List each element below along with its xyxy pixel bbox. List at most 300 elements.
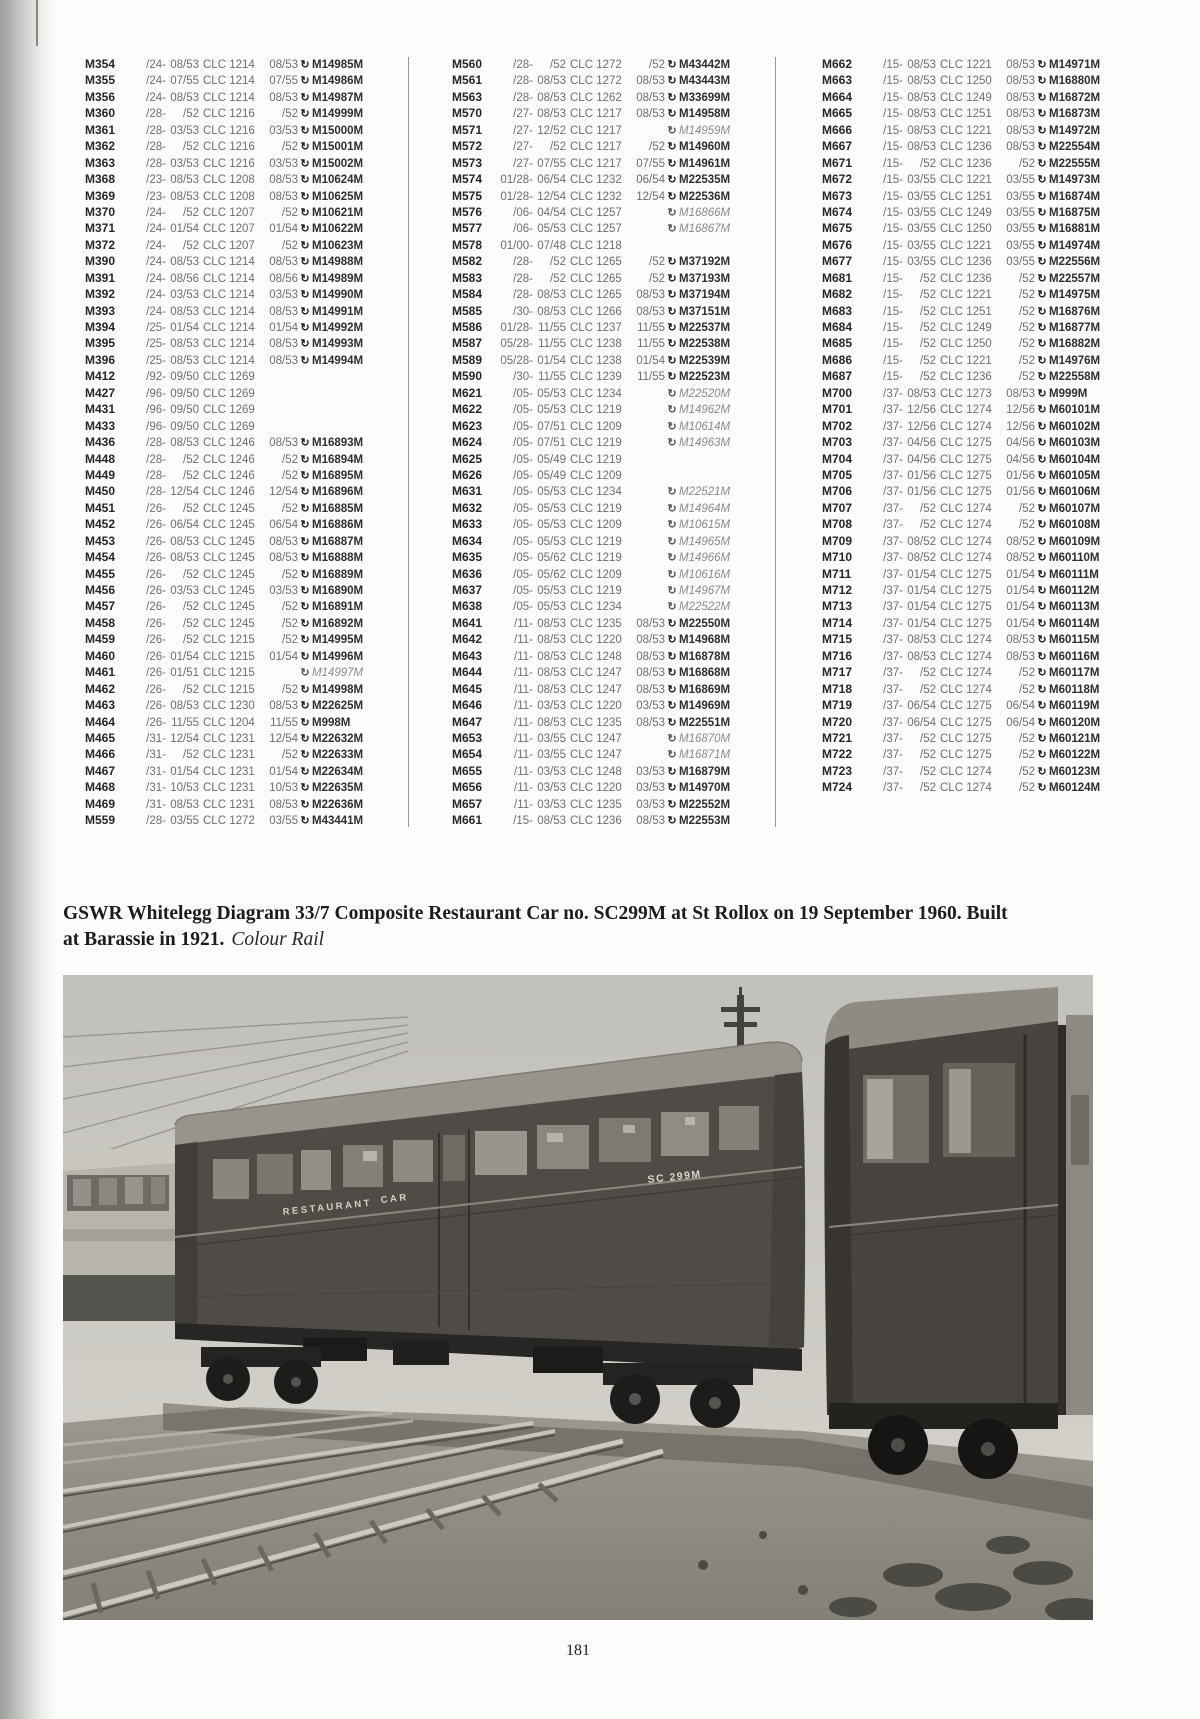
renumbered-to: M16882M xyxy=(1049,338,1101,351)
renumber-cell xyxy=(998,633,1100,646)
renumbered-to: M14998M xyxy=(312,683,364,696)
renumbered-to: M14995M xyxy=(312,634,364,647)
roster-row xyxy=(85,698,365,714)
renumber-cell xyxy=(628,502,730,515)
renumbered-to: M22522M xyxy=(679,601,731,614)
renumbered-to: M16888M xyxy=(312,552,364,565)
withdrawn-date: 08/53 xyxy=(537,815,566,828)
car-number: M464 xyxy=(85,714,116,729)
built-date: /24- xyxy=(146,91,166,104)
renumber-arrow-icon: ↻ xyxy=(1037,453,1047,466)
renumber-cell xyxy=(998,140,1100,153)
built-date: 01/28- xyxy=(500,190,533,203)
renumbered-to: M16887M xyxy=(312,535,364,548)
car-number: M666 xyxy=(822,122,853,137)
built-date: /37- xyxy=(883,617,903,630)
built-date: /27- xyxy=(513,157,533,170)
car-number: M391 xyxy=(85,270,116,285)
built-date: /96- xyxy=(146,420,166,433)
renumber-arrow-icon: ↻ xyxy=(1037,650,1047,663)
renumber-date: 01/54 xyxy=(1006,585,1035,597)
roster-row xyxy=(822,715,1102,731)
renumbered-to: M16891M xyxy=(312,601,364,614)
car-number: M467 xyxy=(85,763,116,778)
withdrawn-date: 03/55 xyxy=(907,256,936,269)
carriage-roster-table xyxy=(0,57,1200,832)
built-withdrawn-date xyxy=(129,585,199,597)
renumber-date: /52 xyxy=(649,256,665,269)
built-withdrawn-date xyxy=(866,191,936,203)
car-number: M635 xyxy=(452,550,483,565)
car-number: M712 xyxy=(822,583,853,597)
lot-number: CLC 1275 xyxy=(940,437,992,450)
renumber-arrow-icon: ↻ xyxy=(1037,157,1047,170)
withdrawn-date: 04/56 xyxy=(907,437,936,450)
renumbered-to: M60118M xyxy=(1049,683,1100,696)
withdrawn-date: 09/50 xyxy=(170,371,199,384)
built-date: /24- xyxy=(146,206,166,219)
built-date: /28- xyxy=(513,256,533,269)
lot-number: CLC 1251 xyxy=(940,305,992,318)
renumber-cell xyxy=(261,617,363,630)
renumber-cell xyxy=(628,535,730,548)
photo-illustration xyxy=(63,975,1093,1620)
car-number: M682 xyxy=(822,287,853,302)
car-number: M646 xyxy=(452,698,483,713)
car-number: M590 xyxy=(452,369,483,384)
car-number: M455 xyxy=(85,566,116,581)
renumbered-to: M15000M xyxy=(312,124,364,137)
car-number: M468 xyxy=(85,780,116,795)
roster-row xyxy=(822,57,1102,73)
renumber-arrow-icon: ↻ xyxy=(667,815,677,828)
built-withdrawn-date xyxy=(129,125,199,137)
built-withdrawn-date xyxy=(496,306,566,318)
renumber-arrow-icon: ↻ xyxy=(300,59,310,71)
lot-number: CLC 1215 xyxy=(203,667,255,680)
lot-number: CLC 1214 xyxy=(203,338,255,351)
roster-row xyxy=(452,501,732,517)
roster-row xyxy=(822,567,1102,583)
lot-number: CLC 1247 xyxy=(570,732,622,745)
built-date: /37- xyxy=(883,585,903,597)
renumbered-to: M14959M xyxy=(679,124,731,137)
renumbered-to: M60108M xyxy=(1049,519,1101,532)
car-number: M448 xyxy=(85,451,116,466)
renumber-cell xyxy=(261,305,363,318)
renumbered-to: M22555M xyxy=(1049,157,1101,170)
renumber-arrow-icon: ↻ xyxy=(667,174,677,187)
car-number: M360 xyxy=(85,106,116,121)
renumber-date: 08/53 xyxy=(269,256,298,269)
built-date: /15- xyxy=(883,59,903,71)
renumber-arrow-icon: ↻ xyxy=(667,387,677,400)
renumber-arrow-icon: ↻ xyxy=(1037,371,1047,384)
roster-row xyxy=(85,353,365,369)
renumber-cell xyxy=(628,190,730,203)
renumber-date: /52 xyxy=(1019,338,1035,351)
car-number: M362 xyxy=(85,139,116,154)
renumber-date: 06/54 xyxy=(636,174,665,187)
built-date: /28- xyxy=(146,124,166,137)
car-number: M559 xyxy=(85,813,116,828)
built-date: /11- xyxy=(514,732,533,745)
renumber-arrow-icon: ↻ xyxy=(300,667,310,680)
lot-number: CLC 1250 xyxy=(940,223,992,236)
roster-row xyxy=(822,435,1102,451)
built-date: /05- xyxy=(513,568,533,581)
built-withdrawn-date xyxy=(496,684,566,696)
car-number: M703 xyxy=(822,435,853,450)
built-withdrawn-date xyxy=(866,503,936,515)
renumber-arrow-icon: ↻ xyxy=(300,716,310,729)
withdrawn-date: /52 xyxy=(183,108,199,121)
built-date: /37- xyxy=(883,535,903,548)
renumbered-to: M14976M xyxy=(1049,354,1101,367)
lot-number: CLC 1246 xyxy=(203,453,255,466)
withdrawn-date: 12/56 xyxy=(907,420,936,433)
renumbered-to: M14970M xyxy=(679,782,731,795)
renumber-arrow-icon: ↻ xyxy=(300,272,310,285)
built-withdrawn-date xyxy=(496,125,566,137)
built-date: /11- xyxy=(514,716,533,729)
built-date: /26- xyxy=(146,683,166,696)
roster-row xyxy=(85,550,365,566)
roster-row xyxy=(85,484,365,500)
withdrawn-date: 08/53 xyxy=(907,387,936,400)
renumbered-to: M14987M xyxy=(312,91,364,104)
car-number: M469 xyxy=(85,796,116,811)
lot-number: CLC 1265 xyxy=(570,256,622,269)
withdrawn-date: 03/55 xyxy=(170,815,199,828)
built-withdrawn-date xyxy=(129,700,199,712)
withdrawn-date: 07/51 xyxy=(537,420,566,433)
car-number: M724 xyxy=(822,780,853,795)
renumber-arrow-icon: ↻ xyxy=(1037,617,1047,630)
renumber-cell xyxy=(628,403,730,416)
renumbered-to: M10623M xyxy=(312,239,364,252)
built-date: /05- xyxy=(513,387,533,400)
roster-row xyxy=(85,764,365,780)
car-number: M356 xyxy=(85,89,116,104)
roster-row xyxy=(85,435,365,451)
withdrawn-date: 12/54 xyxy=(170,732,199,745)
withdrawn-date: 08/53 xyxy=(537,75,566,88)
renumber-date: 08/53 xyxy=(636,305,665,318)
renumber-cell xyxy=(628,140,730,153)
withdrawn-date: /52 xyxy=(920,322,936,334)
renumber-date: 08/53 xyxy=(1006,91,1035,104)
renumber-cell xyxy=(998,666,1100,679)
renumbered-to: M60103M xyxy=(1049,437,1101,450)
lot-number: CLC 1250 xyxy=(940,75,992,88)
built-date: /23- xyxy=(146,174,166,187)
roster-row xyxy=(452,287,732,303)
built-withdrawn-date xyxy=(496,717,566,729)
roster-row xyxy=(85,386,365,402)
renumbered-to: M10615M xyxy=(679,519,731,532)
renumber-date: /52 xyxy=(1019,502,1035,515)
renumber-cell xyxy=(261,91,363,104)
renumber-cell xyxy=(261,732,363,745)
withdrawn-date: 09/50 xyxy=(170,420,199,433)
renumber-arrow-icon: ↻ xyxy=(1037,667,1047,680)
built-date: /15- xyxy=(883,305,903,318)
lot-number: CLC 1248 xyxy=(570,765,622,778)
renumber-cell xyxy=(261,173,363,186)
renumber-date: 08/53 xyxy=(636,91,665,104)
car-number: M723 xyxy=(822,763,853,778)
renumbered-to: M22635M xyxy=(312,782,364,795)
lot-number: CLC 1275 xyxy=(940,601,992,614)
lot-number: CLC 1249 xyxy=(940,91,992,104)
renumber-date: 06/54 xyxy=(1006,716,1035,729)
renumbered-to: M60124M xyxy=(1049,782,1101,795)
withdrawn-date: 08/53 xyxy=(170,190,199,203)
renumber-date: 08/53 xyxy=(269,91,298,104)
roster-row xyxy=(822,632,1102,648)
train-photograph xyxy=(63,975,1093,1620)
roster-row xyxy=(85,336,365,352)
built-date: /37- xyxy=(883,683,903,696)
renumber-cell xyxy=(261,716,350,729)
built-withdrawn-date xyxy=(496,141,566,153)
built-date: /15- xyxy=(883,354,903,367)
lot-number: CLC 1214 xyxy=(203,354,255,367)
built-date: /37- xyxy=(883,437,903,450)
renumber-date: 06/54 xyxy=(269,519,298,532)
renumber-date: /52 xyxy=(282,206,298,219)
lot-number: CLC 1235 xyxy=(570,617,622,630)
built-date: /11- xyxy=(514,667,533,680)
built-date: /28- xyxy=(146,437,166,450)
lot-number: CLC 1245 xyxy=(203,552,255,565)
withdrawn-date: 08/53 xyxy=(170,174,199,187)
renumber-date: /52 xyxy=(1019,305,1035,318)
renumber-cell xyxy=(261,239,363,252)
renumbered-to: M60110M xyxy=(1049,552,1100,565)
renumbered-to: M14960M xyxy=(679,141,731,154)
renumbered-to: M10614M xyxy=(679,420,731,433)
renumber-cell xyxy=(261,74,363,87)
lot-number: CLC 1231 xyxy=(203,782,255,795)
renumber-arrow-icon: ↻ xyxy=(300,190,310,203)
lot-number: CLC 1269 xyxy=(203,371,255,384)
built-date: /37- xyxy=(883,486,903,499)
renumber-cell xyxy=(998,568,1099,581)
renumber-cell xyxy=(628,255,730,268)
renumber-cell xyxy=(998,239,1100,252)
car-number: M654 xyxy=(452,747,483,762)
roster-row xyxy=(452,254,732,270)
roster-row xyxy=(822,517,1102,533)
withdrawn-date: 08/53 xyxy=(170,91,199,104)
renumbered-to: M16889M xyxy=(312,568,364,581)
renumbered-to: M16866M xyxy=(679,206,731,219)
built-date: 05/28- xyxy=(500,354,533,367)
withdrawn-date: /52 xyxy=(550,272,566,285)
car-number: M631 xyxy=(452,484,483,499)
renumber-cell xyxy=(998,288,1100,301)
renumber-cell xyxy=(628,222,730,235)
built-withdrawn-date xyxy=(129,388,199,400)
withdrawn-date: 01/54 xyxy=(170,223,199,236)
lot-number: CLC 1214 xyxy=(203,256,255,269)
built-date: /27- xyxy=(513,141,533,154)
renumbered-to: M14969M xyxy=(679,700,731,713)
renumber-arrow-icon: ↻ xyxy=(300,535,310,548)
renumber-arrow-icon: ↻ xyxy=(1037,239,1047,252)
renumbered-to: M16880M xyxy=(1049,75,1101,88)
built-date: /28- xyxy=(513,75,533,88)
renumber-cell xyxy=(261,666,363,679)
lot-number: CLC 1257 xyxy=(570,206,622,219)
lot-number: CLC 1235 xyxy=(570,798,622,811)
roster-row xyxy=(85,715,365,731)
built-date: /15- xyxy=(883,108,903,121)
withdrawn-date: 10/53 xyxy=(170,782,199,795)
renumber-date: 08/53 xyxy=(269,305,298,318)
lot-number: CLC 1209 xyxy=(570,420,622,433)
lot-number: CLC 1217 xyxy=(570,157,622,170)
renumber-cell xyxy=(628,74,730,87)
renumber-cell xyxy=(261,222,363,235)
built-withdrawn-date xyxy=(129,618,199,630)
built-withdrawn-date xyxy=(496,569,566,581)
built-withdrawn-date xyxy=(866,667,936,679)
photo-credit: Colour Rail xyxy=(231,929,325,950)
built-withdrawn-date xyxy=(129,256,199,268)
renumber-arrow-icon: ↻ xyxy=(1037,124,1047,137)
renumber-arrow-icon: ↻ xyxy=(667,289,677,302)
built-withdrawn-date xyxy=(866,289,936,301)
renumbered-to: M60119M xyxy=(1049,700,1100,713)
renumber-cell xyxy=(628,58,730,71)
built-date: /37- xyxy=(883,469,903,482)
roster-row xyxy=(85,254,365,270)
renumber-arrow-icon: ↻ xyxy=(1037,782,1047,795)
renumber-cell xyxy=(998,716,1100,729)
car-number: M707 xyxy=(822,500,853,515)
lot-number: CLC 1209 xyxy=(570,469,622,482)
renumber-cell xyxy=(628,699,730,712)
built-withdrawn-date xyxy=(496,191,566,203)
lot-number: CLC 1245 xyxy=(203,519,255,532)
renumber-arrow-icon: ↻ xyxy=(667,108,677,121)
lot-number: CLC 1274 xyxy=(940,667,992,680)
renumber-arrow-icon: ↻ xyxy=(300,141,310,154)
column-divider xyxy=(775,57,776,827)
renumber-arrow-icon: ↻ xyxy=(667,59,677,71)
lot-number: CLC 1245 xyxy=(203,585,255,597)
withdrawn-date: 08/53 xyxy=(537,617,566,630)
built-withdrawn-date xyxy=(129,486,199,498)
car-number: M657 xyxy=(452,796,483,811)
built-withdrawn-date xyxy=(129,437,199,449)
built-date: /05- xyxy=(513,404,533,417)
renumbered-to: M60123M xyxy=(1049,765,1101,778)
built-date: /05- xyxy=(513,437,533,450)
lot-number: CLC 1214 xyxy=(203,91,255,104)
car-number: M465 xyxy=(85,730,116,745)
roster-row xyxy=(822,172,1102,188)
lot-number: CLC 1257 xyxy=(570,223,622,236)
renumber-date: 01/54 xyxy=(269,322,298,334)
renumber-arrow-icon: ↻ xyxy=(1037,322,1047,334)
roster-row xyxy=(822,419,1102,435)
renumbered-to: M22535M xyxy=(679,174,731,187)
built-date: /31- xyxy=(146,732,166,745)
renumbered-to: M60106M xyxy=(1049,486,1101,499)
roster-row xyxy=(452,731,732,747)
lot-number: CLC 1275 xyxy=(940,469,992,482)
withdrawn-date: 03/53 xyxy=(537,700,566,713)
renumber-arrow-icon: ↻ xyxy=(667,519,677,532)
lot-number: CLC 1217 xyxy=(570,124,622,137)
car-number: M456 xyxy=(85,583,116,597)
renumber-cell xyxy=(998,124,1100,137)
lot-number: CLC 1216 xyxy=(203,108,255,121)
car-number: M711 xyxy=(822,566,852,581)
built-withdrawn-date xyxy=(129,404,199,416)
withdrawn-date: 03/53 xyxy=(170,289,199,302)
renumber-cell xyxy=(261,650,363,663)
renumber-arrow-icon: ↻ xyxy=(300,765,310,778)
renumbered-to: M16870M xyxy=(679,732,731,745)
renumber-arrow-icon: ↻ xyxy=(1037,519,1047,532)
built-withdrawn-date xyxy=(866,371,936,383)
roster-row xyxy=(452,369,732,385)
withdrawn-date: 08/53 xyxy=(537,305,566,318)
roster-row xyxy=(452,534,732,550)
withdrawn-date: /52 xyxy=(920,782,936,795)
withdrawn-date: 03/53 xyxy=(537,798,566,811)
lot-number: CLC 1273 xyxy=(940,387,992,400)
roster-row xyxy=(822,731,1102,747)
renumbered-to: M60120M xyxy=(1049,716,1101,729)
built-date: /15- xyxy=(883,289,903,302)
renumber-cell xyxy=(628,370,730,383)
built-withdrawn-date xyxy=(866,421,936,433)
withdrawn-date: 08/53 xyxy=(907,108,936,121)
roster-row xyxy=(452,682,732,698)
renumber-arrow-icon: ↻ xyxy=(300,798,310,811)
car-number: M677 xyxy=(822,254,853,269)
car-number: M463 xyxy=(85,698,116,713)
car-number: M584 xyxy=(452,287,483,302)
car-number: M354 xyxy=(85,57,116,71)
car-lettering: CAR xyxy=(380,1192,410,1206)
withdrawn-date: 09/50 xyxy=(170,387,199,400)
roster-row xyxy=(452,616,732,632)
renumber-date: 12/56 xyxy=(1006,420,1035,433)
roster-row xyxy=(822,550,1102,566)
page-number: 181 xyxy=(566,1642,590,1659)
car-number: M716 xyxy=(822,648,853,663)
renumber-date: 08/53 xyxy=(1006,124,1035,137)
car-number: M683 xyxy=(822,303,853,318)
built-date: /05- xyxy=(513,453,533,466)
renumber-arrow-icon: ↻ xyxy=(300,585,310,597)
renumber-cell xyxy=(628,173,730,186)
roster-row xyxy=(85,320,365,336)
roster-row xyxy=(452,106,732,122)
renumber-arrow-icon: ↻ xyxy=(667,765,677,778)
restaurant-lettering: RESTAURANT xyxy=(282,1197,373,1218)
renumber-cell xyxy=(998,485,1100,498)
lot-number: CLC 1217 xyxy=(570,141,622,154)
renumber-arrow-icon: ↻ xyxy=(1037,585,1047,597)
